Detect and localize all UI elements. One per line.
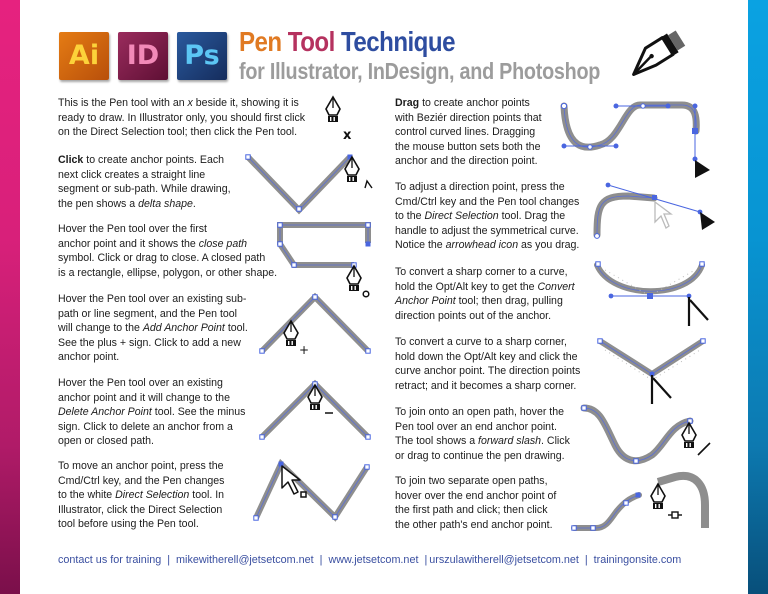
- text-line: the other path's end anchor point.: [395, 518, 553, 531]
- para-close-path: [58, 222, 288, 280]
- text-line: Hover the Pen tool over an existing sub-: [58, 293, 247, 305]
- text-line: to the Direct Selection tool. Drag the: [395, 210, 566, 223]
- delete-anchor-figure: [260, 382, 370, 439]
- para-add-anchor: [58, 292, 258, 365]
- click-v-path-figure: [246, 155, 372, 212]
- text-line: Hover the Pen tool over the first: [58, 223, 207, 235]
- text-line: hover over the end anchor point of: [395, 489, 557, 502]
- text-line: the pen shows a delta shape.: [58, 197, 196, 210]
- text-line: the mouse button sets both the: [395, 140, 541, 153]
- text-line: To adjust a direction point, press the: [395, 181, 565, 193]
- para-adjust-direction: [395, 180, 595, 253]
- text-line: open or closed path.: [58, 435, 155, 448]
- text-line: control curved lines. Dragging: [395, 126, 536, 139]
- text-line: anchor point and it shows the close path: [58, 237, 248, 250]
- text-line: Cmd/Ctrl key, and the Pen changes: [58, 474, 225, 487]
- text-line: See the plus + sign. Click to add a new: [58, 336, 241, 349]
- title-word-pen: Pen: [239, 26, 282, 57]
- text-line: anchor and the direction point.: [395, 155, 538, 168]
- footer-separator: |: [167, 554, 171, 566]
- footer-contacts: [58, 554, 681, 566]
- text-line: path or line segment, and the Pen tool: [58, 307, 238, 320]
- text-line: hold down the Opt/Alt key and click the: [395, 350, 578, 363]
- illustrator-logo-icon: Ai: [59, 32, 109, 80]
- text-line: on the Direct Selection tool; then click the Pen tool.: [58, 126, 298, 139]
- text-line: next click creates a straight line: [58, 168, 206, 181]
- close-path-figure: [278, 223, 371, 297]
- text-line: the first path and click; then click: [395, 504, 548, 517]
- text-line: retract; and it becomes a sharp corner.: [395, 379, 577, 392]
- continue-path-figure: [582, 406, 710, 463]
- text-line: ready to draw. In Illustrator only, you should first click: [58, 111, 306, 124]
- svg-text:+: +: [299, 343, 310, 357]
- indesign-logo-icon: ID: [118, 32, 168, 80]
- adjust-direction-figure: [595, 183, 715, 239]
- text-line: To move an anchor point, press the: [58, 460, 224, 472]
- text-line: To join two separate open paths,: [395, 475, 548, 487]
- move-anchor-figure: [254, 462, 369, 521]
- para-delete-anchor: [58, 376, 258, 449]
- title-word-technique: Technique: [340, 26, 455, 57]
- text-line: or drag to continue the pen drawing.: [395, 449, 565, 462]
- drag-bezier-figure: [561, 103, 710, 178]
- svg-text:x: x: [343, 128, 352, 143]
- text-line: tool before using the Pen tool.: [58, 518, 199, 531]
- footer-contact-label: contact us for training: [58, 554, 162, 566]
- text-line: to the white Direct Selection tool. In: [58, 489, 225, 502]
- para-ready: [58, 96, 338, 140]
- text-line: is a rectangle, ellipse, polygon, or other shape.: [58, 266, 278, 279]
- text-line: anchor point.: [58, 351, 120, 364]
- text-line: Click to create anchor points. Each: [58, 154, 225, 166]
- text-line: sign. Click to delete an anchor from a: [58, 420, 233, 433]
- link-jetsetcom-website[interactable]: www.jetsetcom.net: [328, 554, 419, 566]
- text-line: segment or sub-path. While drawing,: [58, 183, 231, 196]
- text-line: Illustrator, click the Direct Selection: [58, 503, 223, 516]
- right-accent-bar: [748, 0, 768, 594]
- para-convert-to-corner: [395, 335, 595, 393]
- para-continue-path: [395, 405, 595, 463]
- convert-to-corner-figure: [598, 339, 705, 404]
- text-line: Notice the arrowhead icon as you drag.: [395, 239, 580, 252]
- text-line: Anchor Point tool; then drag, pulling: [395, 295, 563, 308]
- text-line: symbol. Click or drag to close. A closed path: [58, 252, 266, 265]
- text-line: curve anchor point. The direction points: [395, 365, 581, 378]
- text-line: Hover the Pen tool over an existing: [58, 377, 223, 389]
- photoshop-logo-icon: Ps: [177, 32, 227, 80]
- link-mike-email[interactable]: mikewitherell@jetsetcom.net: [176, 554, 314, 566]
- footer-separator: |: [319, 554, 323, 566]
- link-trainingonsite-website[interactable]: trainingonsite.com: [593, 554, 682, 566]
- footer-separator: |: [584, 554, 588, 566]
- para-move-anchor: [58, 459, 258, 532]
- text-line: hold the Opt/Alt key to get the Convert: [395, 280, 575, 293]
- text-line: Cmd/Ctrl key and the Pen tool changes: [395, 195, 580, 208]
- text-line: handle to adjust the symmetrical curve.: [395, 224, 579, 237]
- text-line: To convert a sharp corner to a curve,: [395, 266, 568, 278]
- text-line: The tool shows a forward slash. Click: [395, 435, 570, 448]
- add-anchor-figure: [260, 295, 370, 357]
- text-line: direction points out of the anchor.: [395, 309, 552, 322]
- link-urszula-email[interactable]: urszulawitherell@jetsetcom.net: [429, 554, 579, 566]
- text-line: This is the Pen tool with an x beside it, showing it is: [58, 97, 299, 109]
- text-line: will change to the Add Anchor Point tool.: [58, 322, 248, 335]
- para-convert-to-curve: [395, 265, 595, 323]
- para-click: [58, 153, 258, 211]
- text-line: anchor point and it will change to the: [58, 391, 230, 404]
- text-line: Drag to create anchor points: [395, 97, 530, 109]
- fountain-pen-logo-icon: [620, 30, 690, 78]
- footer-separator: |: [424, 554, 428, 566]
- para-join-paths: [395, 474, 595, 532]
- text-line: with Beziér direction points that: [395, 111, 542, 124]
- text-line: To convert a curve to a sharp corner,: [395, 336, 567, 348]
- text-line: Delete Anchor Point tool. See the minus: [58, 406, 246, 419]
- convert-to-curve-figure: [596, 262, 708, 326]
- page-subtitle: for Illustrator, InDesign, and Photoshop: [239, 58, 601, 84]
- page-title: [239, 26, 455, 58]
- left-accent-bar: [0, 0, 20, 594]
- para-drag: [395, 96, 565, 169]
- text-line: Pen tool over an end anchor point.: [395, 420, 557, 433]
- text-line: To join onto an open path, hover the: [395, 406, 565, 418]
- title-word-tool: Tool: [287, 26, 335, 57]
